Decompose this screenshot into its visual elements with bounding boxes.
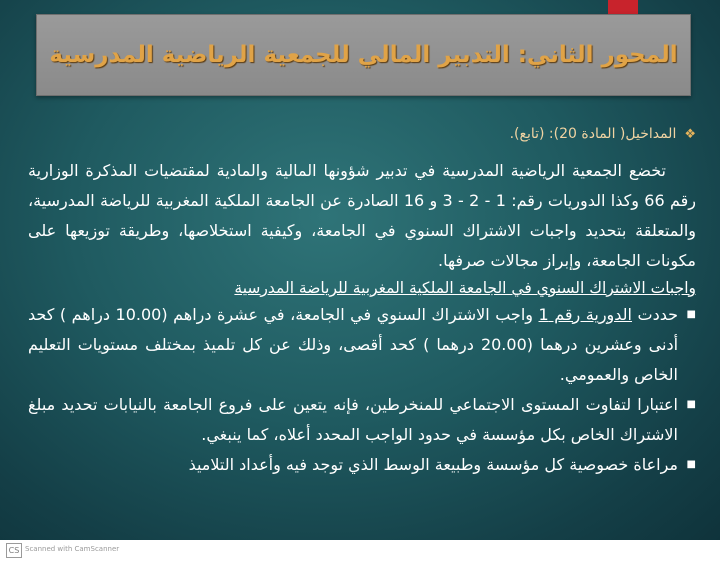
subheading-row: [28, 126, 696, 142]
bullet-text: مراعاة خصوصية كل مؤسسة وطبيعة الوسط الذي توجد فيه وأعداد التلاميذ: [188, 455, 678, 474]
diamond-bullet-icon: ❖: [684, 126, 696, 142]
accent-tab: [608, 0, 638, 14]
scanner-watermark-text: Scanned with CamScanner: [25, 545, 120, 553]
camscanner-logo-icon: CS: [6, 543, 22, 558]
bullet-text: حددت الدورية رقم 1 واجب الاشتراك السنوي في الجامعة، في عشرة دراهم (10.00 دراهم ) كحد أدنى وعشرين درهما (20.00 درهما ) كحد أقصى، وذلك عن كل تلميذ بمختلف مستويات التعليم الخاص والعمومي.: [28, 305, 679, 384]
bullet-item: [28, 450, 696, 480]
section-heading: واجبات الاشتراك السنوي في الجامعة الملكية المغربية للرياضة المدرسية: [234, 279, 696, 297]
square-bullet-icon: ■: [686, 459, 696, 470]
underlined-phrase: الدورية رقم 1: [538, 305, 632, 324]
content-area: [28, 122, 696, 480]
bullet-item: [28, 390, 696, 450]
scanner-footer: [0, 540, 720, 561]
bullet-text: اعتبارا لتفاوت المستوى الاجتماعي للمنخرطين، فإنه يتعين على فروع الجامعة بالنيابات تحديد مبلغ الاشتراك الخاص بكل مؤسسة في حدود الواجب المحدد أعلاه، كما ينبغي.: [28, 395, 678, 444]
intro-paragraph: تخضع الجمعية الرياضية المدرسية في تدبير شؤونها المالية والمادية لمقتضيات المذكرة الوزارية رقم 66 وكذا الدوريات رقم: 1 - 2 - 3 و 16 الصادرة عن الجامعة الملكية المغربية للرياضة المدرسية، والمتعلقة بتحديد واجبات الاشتراك السنوي في الجامعة، وكيفية استخلاصها، وطريقة توزيعها على مكونات الجامعة، وإبراز مجالات صرفها.: [28, 161, 696, 270]
bullet-item: [28, 300, 696, 390]
subheading: المداخيل( المادة 20): (تابع).: [509, 126, 677, 142]
square-bullet-icon: ■: [686, 399, 696, 410]
slide-title: المحور الثاني: التدبير المالي للجمعية الرياضية المدرسية: [49, 42, 678, 68]
square-bullet-icon: ■: [686, 309, 696, 320]
title-box: [36, 14, 691, 96]
